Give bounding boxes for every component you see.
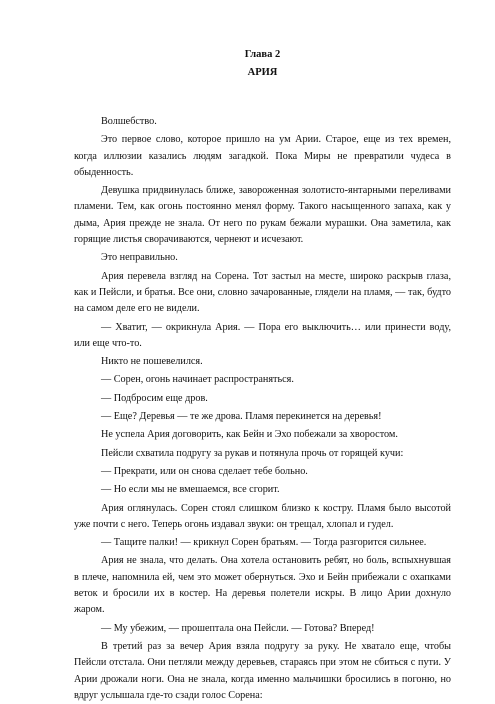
- paragraph: — Но если мы не вмешаемся, все сгорит.: [101, 484, 280, 496]
- paragraph: Никто не пошевелился.: [101, 356, 203, 368]
- paragraph: Это неправильно.: [101, 252, 178, 264]
- paragraph: Волшебство.: [101, 116, 157, 127]
- paragraph: Ария не знала, что делать. Она хотела остановить ребят, но боль, вспыхнувшая в плече, напомнила ей, чем это может обернуться. Эхо и Бейн прибежали с охапками веток и бросили их в костер. На деревья полетели искры. В лицо Арии дохнуло жаром.: [74, 555, 451, 616]
- paragraph: — Му убежим, — прошептала она Пейсли. — Готова? Вперед!: [101, 622, 375, 634]
- paragraph: — Сорен, огонь начинает распространяться.: [101, 374, 294, 386]
- paragraph: Не успела Ария договорить, как Бейн и Эхо побежали за хворостом.: [101, 429, 398, 441]
- paragraph: Девушка придвинулась ближе, завороженная золотисто-янтарными переливами пламени. Тем, как огонь постоянно менял форму. Такого насыщенного запаха, как у дыма, Ария прежде не знала. От него по рукам бежали мурашки. Она заметила, как горящие листья сворачиваются, чернеют и исчезают.: [74, 185, 451, 246]
- chapter-heading: [74, 46, 451, 82]
- paragraph: — Еще? Деревья — те же дрова. Пламя перекинется на деревья!: [101, 411, 382, 423]
- paragraph: — Подбросим еще дров.: [101, 392, 208, 404]
- paragraph: Пейсли схватила подругу за рукав и потянула прочь от горящей кучи:: [101, 447, 404, 459]
- chapter-number: Глава 2: [244, 49, 281, 60]
- paragraph: Ария перевела взгляд на Сорена. Тот застыл на месте, широко раскрыв глаза, как и Пейсли, и братья. Все они, словно зачарованные, глядели на пламя, — так, будто на самом деле его не видели.: [74, 270, 451, 315]
- chapter-title: АРИЯ: [247, 67, 278, 78]
- paragraph: — Тащите палки! — крикнул Сорен братьям. — Тогда разгорится сильнее.: [101, 537, 427, 549]
- paragraph: Ария оглянулась. Сорен стоял слишком близко к костру. Пламя было высотой уже почти с него. Теперь огонь издавал звуки: он трещал, хлопал и гудел.: [74, 502, 451, 530]
- paragraph: Это первое слово, которое пришло на ум Арии. Старое, еще из тех времен, когда иллюзии казались людям загадкой. Пока Миры не превратили чудеса в обыденность.: [74, 134, 451, 178]
- paragraph: — Хватит, — окрикнула Ария. — Пора его выключить… или принести воду, или еще что-то.: [74, 321, 451, 349]
- chapter-body: [74, 114, 451, 704]
- paragraph: В третий раз за вечер Ария взяла подругу за руку. Не хватало еще, чтобы Пейсли отстала. Они петляли между деревьев, стараясь при этом не сбиться с пути. У Арии дрожали ноги. Она не знала, когда именно мальчишки бросились в погоню, но вдруг услышала где-то сзади голос Сорена:: [74, 640, 451, 701]
- paragraph: — Прекрати, или он снова сделает тебе больно.: [101, 465, 308, 477]
